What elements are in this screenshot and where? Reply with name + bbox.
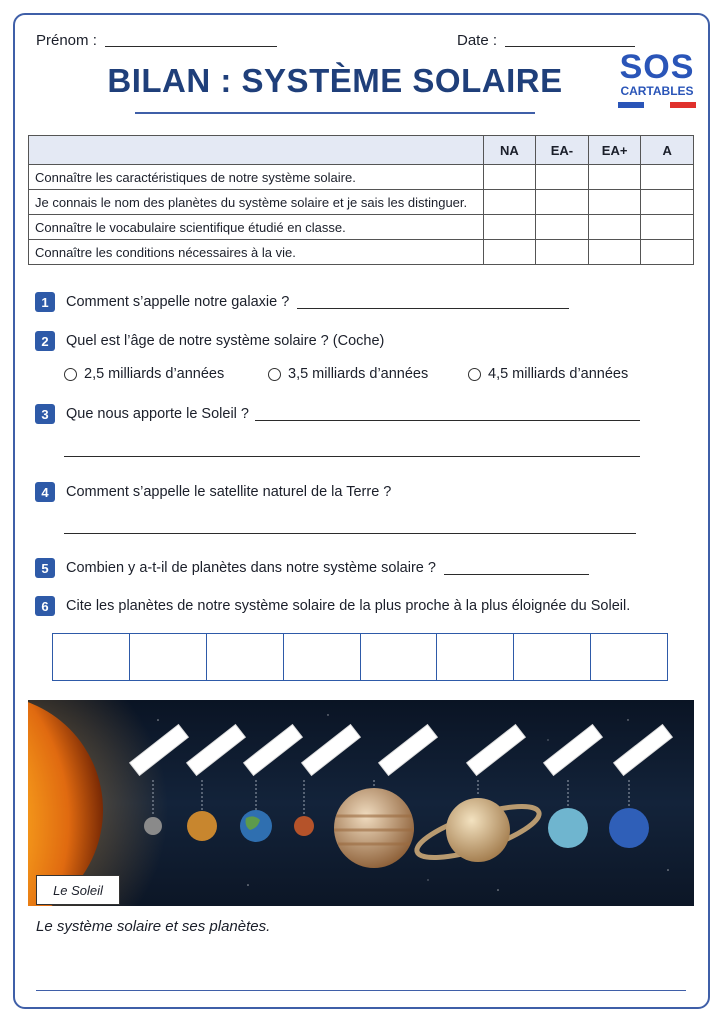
answer-line-3b[interactable] — [64, 456, 640, 457]
question-2 — [35, 331, 384, 351]
eval-cell[interactable] — [483, 190, 536, 215]
table-row — [29, 165, 694, 190]
title-underline — [135, 112, 535, 114]
planet-tag — [379, 725, 438, 776]
date-field[interactable] — [505, 46, 635, 47]
logo-cartables: CARTABLES — [620, 84, 694, 98]
eval-cell[interactable] — [483, 215, 536, 240]
sun-label: Le Soleil — [36, 875, 120, 905]
table-row — [29, 240, 694, 265]
col-ea-plus: EA+ — [588, 136, 641, 165]
eval-cell[interactable] — [641, 190, 694, 215]
question-1 — [35, 292, 289, 312]
criterion-text: Je connais le nom des planètes du système solaire et je sais les distinguer. — [29, 190, 484, 215]
planet-tag — [467, 725, 526, 776]
table-header-row — [29, 136, 694, 165]
planet-tag — [244, 725, 303, 776]
logo-sos: SOS — [619, 48, 695, 86]
eval-cell[interactable] — [641, 215, 694, 240]
illustration-caption: Le système solaire et ses planètes. — [36, 918, 271, 935]
eval-cell[interactable] — [536, 165, 589, 190]
question-text: Cite les planètes de notre système solaire de la plus proche à la plus éloignée du Soleil. — [66, 598, 631, 614]
eval-cell[interactable] — [536, 240, 589, 265]
solar-system-illustration — [28, 700, 694, 906]
eval-cell[interactable] — [536, 190, 589, 215]
planet-answer-box[interactable] — [207, 634, 284, 680]
radio-icon[interactable] — [64, 368, 77, 381]
planet-answer-box[interactable] — [591, 634, 667, 680]
choice-label: 2,5 milliards d’années — [84, 366, 225, 382]
uranus-icon — [548, 808, 588, 848]
planet-answer-box[interactable] — [514, 634, 591, 680]
criterion-text: Connaître les conditions nécessaires à la vie. — [29, 240, 484, 265]
planet-tag — [614, 725, 673, 776]
flag-icon — [612, 102, 702, 108]
neptune-icon — [609, 808, 649, 848]
choice-option[interactable] — [64, 366, 224, 382]
choice-option[interactable] — [268, 366, 428, 382]
eval-cell[interactable] — [483, 240, 536, 265]
radio-icon[interactable] — [268, 368, 281, 381]
question-text: Que nous apporte le Soleil ? — [66, 406, 249, 422]
planet-answer-box[interactable] — [361, 634, 438, 680]
question-6 — [35, 596, 630, 616]
eval-cell[interactable] — [588, 190, 641, 215]
question-number: 1 — [35, 292, 55, 312]
choice-option[interactable] — [468, 366, 628, 382]
venus-icon — [187, 811, 217, 841]
criterion-text: Connaître le vocabulaire scientifique étudié en classe. — [29, 215, 484, 240]
question-number: 3 — [35, 404, 55, 424]
planet-answer-box[interactable] — [437, 634, 514, 680]
planet-answer-grid — [52, 633, 668, 681]
question-text: Quel est l’âge de notre système solaire ? (Coche) — [66, 333, 385, 349]
mars-icon — [294, 816, 314, 836]
eval-cell[interactable] — [588, 165, 641, 190]
choice-label: 4,5 milliards d’années — [488, 366, 629, 382]
eval-cell[interactable] — [641, 240, 694, 265]
planet-answer-box[interactable] — [130, 634, 207, 680]
saturn-icon — [446, 798, 510, 862]
criterion-text: Connaître les caractéristiques de notre système solaire. — [29, 165, 484, 190]
col-ea-minus: EA- — [536, 136, 589, 165]
choice-label: 3,5 milliards d’années — [288, 366, 429, 382]
planet-tag — [302, 725, 361, 776]
sos-cartables-logo — [612, 50, 702, 108]
date-label: Date : — [457, 32, 498, 49]
prenom-label: Prénom : — [36, 32, 97, 49]
question-number: 5 — [35, 558, 55, 578]
solar-system-svg — [28, 700, 694, 906]
evaluation-table — [28, 135, 694, 265]
table-row — [29, 215, 694, 240]
radio-icon[interactable] — [468, 368, 481, 381]
col-a: A — [641, 136, 694, 165]
question-5 — [35, 558, 436, 578]
planet-tag — [187, 725, 246, 776]
question-number: 2 — [35, 331, 55, 351]
eval-cell[interactable] — [588, 215, 641, 240]
eval-cell[interactable] — [483, 165, 536, 190]
mercury-icon — [144, 817, 162, 835]
question-text: Comment s’appelle le satellite naturel de la Terre ? — [66, 484, 392, 500]
question-number: 6 — [35, 596, 55, 616]
planet-tag — [544, 725, 603, 776]
prenom-field[interactable] — [105, 46, 277, 47]
jupiter-icon — [334, 788, 414, 868]
answer-line-3a[interactable] — [255, 420, 640, 421]
page-title: BILAN : SYSTÈME SOLAIRE — [107, 62, 563, 99]
table-row — [29, 190, 694, 215]
answer-line-5[interactable] — [444, 574, 589, 575]
question-number: 4 — [35, 482, 55, 502]
answer-line-4[interactable] — [64, 533, 636, 534]
question-3 — [35, 404, 249, 424]
col-na: NA — [483, 136, 536, 165]
question-text: Combien y a-t-il de planètes dans notre système solaire ? — [66, 560, 436, 576]
answer-line-1[interactable] — [297, 308, 569, 309]
criteria-header — [29, 136, 484, 165]
eval-cell[interactable] — [641, 165, 694, 190]
question-4 — [35, 482, 391, 502]
bottom-rule — [36, 990, 686, 991]
question-text: Comment s’appelle notre galaxie ? — [66, 294, 290, 310]
eval-cell[interactable] — [536, 215, 589, 240]
planet-answer-box[interactable] — [53, 634, 130, 680]
eval-cell[interactable] — [588, 240, 641, 265]
planet-answer-box[interactable] — [284, 634, 361, 680]
label-tags — [130, 725, 673, 776]
